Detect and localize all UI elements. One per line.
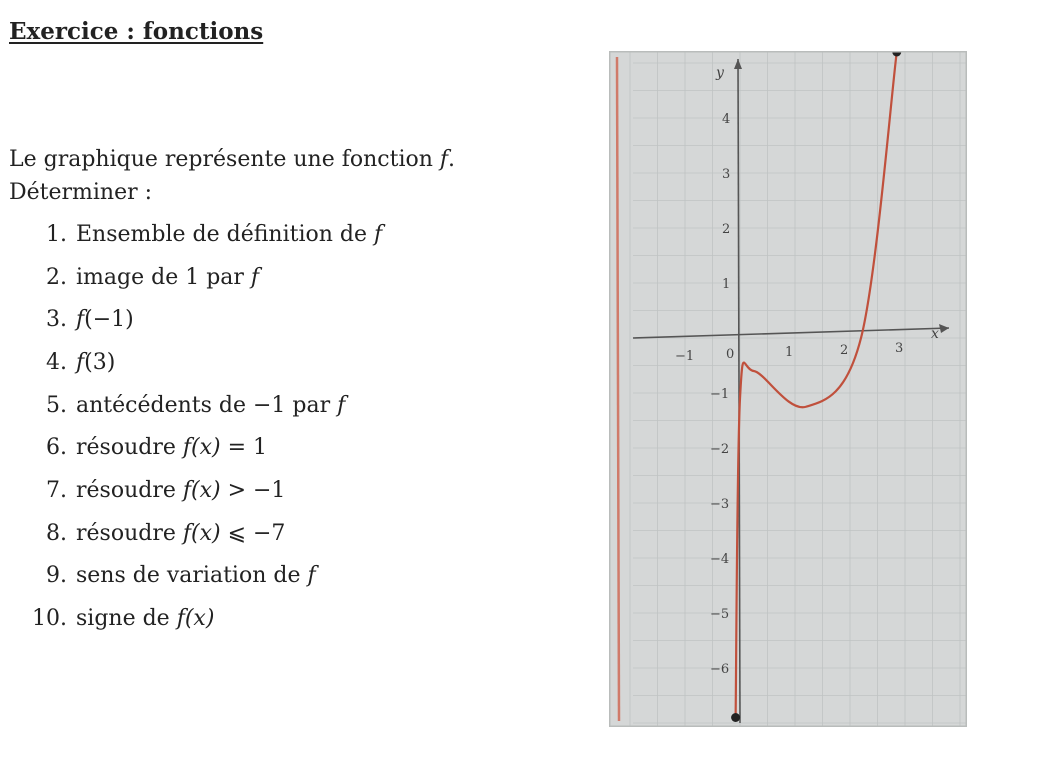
question-number: 10. bbox=[32, 606, 67, 632]
question-text: résoudre f(x) = 1 bbox=[76, 435, 267, 461]
intro-line-2: Déterminer : bbox=[9, 180, 153, 205]
question-item bbox=[9, 512, 382, 555]
question-item bbox=[9, 341, 382, 384]
y-tick-label: −1 bbox=[710, 387, 730, 402]
question-text: f(3) bbox=[76, 349, 116, 375]
x-tick-label: 1 bbox=[785, 345, 794, 360]
paper-shade bbox=[609, 51, 967, 727]
y-tick-label: −2 bbox=[710, 442, 730, 457]
question-number: 3. bbox=[46, 307, 67, 333]
question-text: image de 1 par f bbox=[76, 264, 260, 290]
question-text: antécédents de −1 par f bbox=[76, 392, 346, 418]
y-tick-label: 1 bbox=[722, 277, 731, 292]
question-list bbox=[9, 213, 382, 640]
intro-line-1-text: Le graphique représente une fonction bbox=[9, 147, 440, 172]
y-tick-label: 2 bbox=[722, 222, 731, 237]
y-tick-label: −3 bbox=[710, 497, 730, 512]
question-number: 7. bbox=[46, 477, 67, 503]
question-item bbox=[9, 384, 382, 427]
x-tick-label: 3 bbox=[895, 341, 904, 356]
y-axis-label: y bbox=[716, 65, 724, 81]
function-symbol: f bbox=[439, 147, 449, 172]
question-item bbox=[9, 213, 382, 256]
x-axis-label: x bbox=[931, 326, 939, 342]
question-number: 4. bbox=[46, 349, 67, 375]
question-text: signe de f(x) bbox=[76, 606, 215, 632]
question-item bbox=[9, 426, 382, 469]
question-number: 6. bbox=[46, 435, 67, 461]
origin-label: 0 bbox=[726, 347, 735, 362]
question-item bbox=[9, 555, 382, 598]
function-graph-photo bbox=[609, 51, 967, 727]
x-tick-label: 2 bbox=[840, 343, 849, 358]
intro-line-1 bbox=[9, 143, 455, 176]
y-tick-label: 4 bbox=[722, 112, 731, 127]
intro-line-1-period: . bbox=[448, 147, 456, 172]
question-item bbox=[9, 597, 382, 640]
question-number: 2. bbox=[46, 264, 67, 290]
curve-endpoint bbox=[731, 713, 740, 722]
question-number: 9. bbox=[46, 563, 67, 589]
intro-text bbox=[9, 143, 455, 209]
exercise-title: Exercice : fonctions bbox=[9, 18, 264, 45]
question-number: 8. bbox=[46, 520, 67, 546]
y-tick-label: −4 bbox=[710, 552, 730, 567]
question-text: résoudre f(x) > −1 bbox=[76, 477, 286, 503]
x-tick-label: −1 bbox=[675, 349, 695, 364]
question-text: f(−1) bbox=[76, 307, 134, 333]
question-number: 1. bbox=[46, 221, 67, 247]
question-item bbox=[9, 256, 382, 299]
question-text: Ensemble de définition de f bbox=[76, 221, 383, 247]
question-item bbox=[9, 469, 382, 512]
y-tick-label: 3 bbox=[722, 167, 731, 182]
y-tick-label: −5 bbox=[710, 607, 730, 622]
y-tick-label: −6 bbox=[710, 662, 730, 677]
question-item bbox=[9, 298, 382, 341]
question-text: sens de variation de f bbox=[76, 563, 316, 589]
question-text: résoudre f(x) ⩽ −7 bbox=[76, 520, 286, 546]
function-graph bbox=[609, 51, 967, 727]
question-number: 5. bbox=[46, 392, 67, 418]
